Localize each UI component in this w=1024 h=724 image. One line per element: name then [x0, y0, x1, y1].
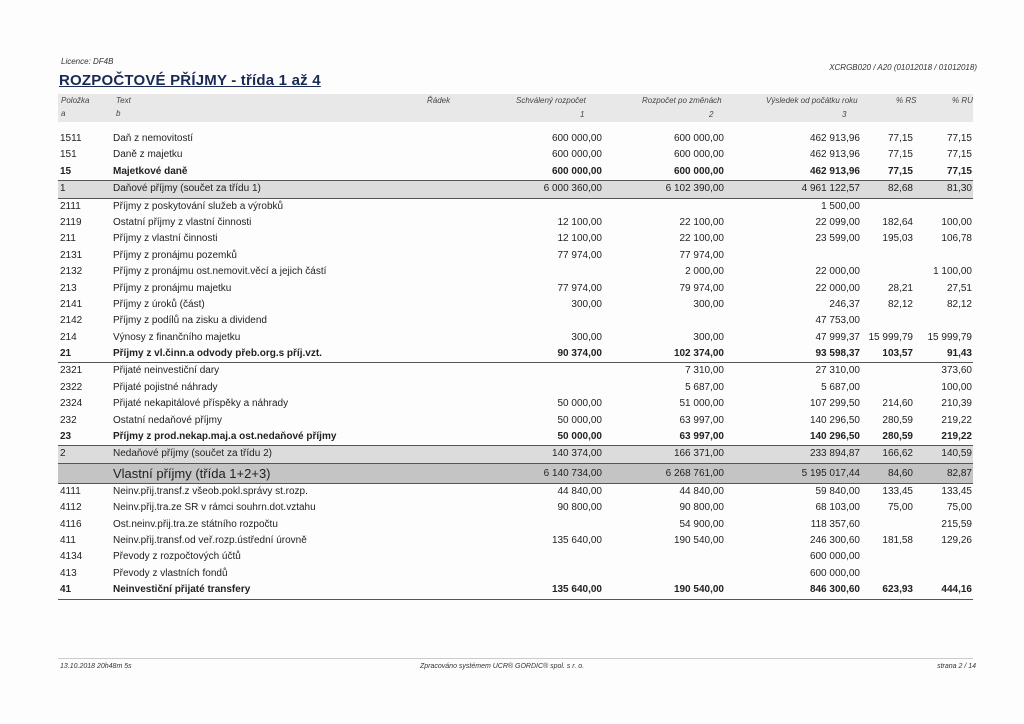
- cell-sch: 6 000 360,00: [543, 183, 602, 195]
- cell-text: Příjmy z vl.činn.a odvody přeb.org.s příj.vzt.: [113, 348, 322, 360]
- table-row: [58, 181, 973, 198]
- cell-text: Neinv.přij.transf.z všeob.pokl.správy st.rozp.: [113, 485, 308, 497]
- cell-sch: 90 374,00: [557, 348, 602, 360]
- table-row: [58, 380, 973, 396]
- cell-sch: 77 974,00: [557, 282, 602, 294]
- table-row: [58, 517, 973, 533]
- table-row: [58, 582, 973, 599]
- cell-sch: 6 140 734,00: [543, 467, 602, 479]
- col-index-a: a: [61, 109, 66, 118]
- cell-code: 214: [60, 331, 77, 343]
- cell-roz: 22 100,00: [679, 233, 724, 245]
- table-row: [58, 549, 973, 565]
- cell-roz: 300,00: [693, 331, 724, 343]
- table-row: [58, 147, 973, 163]
- cell-pru: 219,22: [941, 414, 972, 426]
- cell-pru: 140,59: [941, 448, 972, 460]
- cell-code: 2119: [60, 216, 82, 228]
- cell-text: Příjmy z podílů na zisku a dividend: [113, 315, 267, 327]
- table-row: [58, 330, 973, 346]
- cell-prs: 82,68: [887, 183, 913, 195]
- cell-pru: 15 999,79: [927, 331, 972, 343]
- col-text: Text: [116, 96, 131, 105]
- cell-code: 23: [60, 431, 72, 443]
- cell-vys: 140 296,50: [809, 414, 860, 426]
- cell-prs: 77,15: [887, 165, 913, 177]
- cell-vys: 59 840,00: [815, 485, 860, 497]
- cell-code: 411: [60, 534, 76, 546]
- cell-code: 2321: [60, 365, 83, 377]
- cell-prs: 28,21: [887, 282, 913, 294]
- cell-pru: 444,16: [941, 584, 972, 596]
- cell-roz: 22 100,00: [679, 216, 724, 228]
- cell-roz: 63 997,00: [679, 431, 724, 443]
- cell-text: Příjmy z pronájmu pozemků: [113, 249, 237, 261]
- cell-code: 211: [60, 233, 76, 245]
- cell-pru: 133,45: [941, 485, 972, 497]
- cell-code: 2132: [60, 266, 83, 278]
- cell-prs: 280,59: [882, 431, 913, 443]
- cell-pru: 27,51: [946, 282, 972, 294]
- cell-roz: 51 000,00: [679, 398, 724, 410]
- cell-roz: 2 000,00: [685, 266, 724, 278]
- cell-roz: 190 540,00: [673, 534, 724, 546]
- cell-text: Příjmy z prod.nekap.maj.a ost.nedaňové příjmy: [113, 431, 337, 443]
- table-row: [58, 413, 973, 429]
- cell-sch: 135 640,00: [551, 584, 602, 596]
- cell-text: Ostatní nedaňové příjmy: [113, 414, 222, 426]
- cell-pru: 100,00: [941, 216, 972, 228]
- cell-roz: 79 974,00: [679, 282, 724, 294]
- cell-vys: 462 913,96: [809, 165, 860, 177]
- cell-roz: 77 974,00: [679, 249, 724, 261]
- cell-vys: 462 913,96: [809, 133, 860, 144]
- cell-prs: 84,60: [887, 467, 913, 479]
- cell-code: 1511: [60, 133, 82, 144]
- cell-prs: 133,45: [882, 485, 913, 497]
- cell-text: Převody z vlastních fondů: [113, 567, 228, 579]
- cell-pru: 77,15: [946, 133, 972, 144]
- cell-pru: 75,00: [946, 502, 972, 514]
- cell-code: 41: [60, 584, 72, 596]
- col-rozpocet: Rozpočet po změnách: [642, 96, 722, 105]
- table-row: [58, 566, 973, 582]
- cell-prs: 82,12: [887, 298, 913, 310]
- cell-code: 232: [60, 414, 77, 426]
- cell-sch: 50 000,00: [557, 414, 602, 426]
- cell-sch: 600 000,00: [551, 165, 602, 177]
- cell-sch: 300,00: [571, 298, 602, 310]
- cell-pru: 100,00: [941, 381, 972, 393]
- cell-text: Neinvestiční přijaté transfery: [113, 584, 251, 596]
- cell-pru: 129,26: [941, 534, 972, 546]
- cell-code: 2: [60, 448, 66, 460]
- cell-code: 2322: [60, 381, 83, 393]
- document-code: XCRGB020 / A20 (01012018 / 01012018): [829, 63, 977, 72]
- cell-text: Majetkové daně: [113, 165, 188, 177]
- cell-vys: 118 357,60: [810, 518, 860, 530]
- licence-label: Licence: DF4B: [61, 57, 114, 66]
- cell-vys: 22 099,00: [815, 216, 860, 228]
- cell-roz: 6 268 761,00: [665, 467, 724, 479]
- cell-roz: 44 840,00: [679, 485, 724, 497]
- cell-vys: 27 310,00: [815, 365, 860, 377]
- table-row: [58, 131, 973, 147]
- cell-sch: 50 000,00: [557, 431, 602, 443]
- col-schvaleny: Schválený rozpočet: [516, 96, 586, 105]
- table-row: [58, 264, 973, 280]
- cell-vys: 846 300,60: [809, 584, 860, 596]
- cell-text: Ostatní příjmy z vlastní činnosti: [113, 216, 252, 228]
- cell-prs: 75,00: [887, 502, 913, 514]
- cell-prs: 182,64: [882, 216, 913, 228]
- cell-pru: 373,60: [941, 365, 972, 377]
- footer-system: Zpracováno systémem UCR® GORDIC® spol. s r. o.: [420, 663, 585, 670]
- table-row: [58, 281, 973, 297]
- cell-code: 213: [60, 282, 77, 294]
- cell-prs: 280,59: [882, 414, 913, 426]
- cell-prs: 103,57: [882, 348, 913, 360]
- cell-vys: 47 999,37: [815, 331, 860, 343]
- cell-text: Ost.neinv.přij.tra.ze státního rozpočtu: [113, 518, 278, 530]
- cell-text: Daň z nemovitostí: [113, 133, 194, 144]
- budget-table: [58, 131, 973, 600]
- table-row: [58, 446, 973, 463]
- cell-code: 4112: [60, 502, 82, 514]
- cell-pru: 77,15: [946, 165, 972, 177]
- table-row: [58, 231, 973, 247]
- cell-sch: 90 800,00: [557, 502, 602, 514]
- cell-vys: 246,37: [829, 298, 860, 310]
- col-index-2: 2: [709, 110, 714, 119]
- cell-prs: 214,60: [882, 398, 913, 410]
- page-title: ROZPOČTOVÉ PŘÍJMY - třída 1 až 4: [59, 72, 321, 89]
- cell-text: Daňové příjmy (součet za třídu 1): [113, 183, 261, 195]
- cell-sch: 135 640,00: [551, 534, 602, 546]
- cell-sch: 600 000,00: [551, 133, 602, 144]
- cell-code: 4111: [60, 485, 81, 497]
- col-index-b: b: [116, 109, 121, 118]
- cell-vys: 47 753,00: [815, 315, 860, 327]
- cell-sch: 77 974,00: [557, 249, 602, 261]
- cell-sch: 12 100,00: [557, 216, 602, 228]
- cell-pru: 219,22: [941, 431, 972, 443]
- table-row: [58, 164, 973, 181]
- cell-text: Příjmy z poskytování služeb a výrobků: [113, 200, 284, 212]
- cell-text: Výnosy z finančního majetku: [113, 331, 241, 343]
- col-radek: Řádek: [427, 96, 451, 105]
- cell-code: 2324: [60, 398, 83, 410]
- cell-vys: 4 961 122,57: [801, 183, 860, 195]
- cell-prs: 623,93: [882, 584, 913, 596]
- cell-pru: 82,12: [946, 298, 972, 310]
- cell-roz: 63 997,00: [679, 414, 724, 426]
- cell-vys: 23 599,00: [815, 233, 860, 245]
- table-row: [58, 533, 973, 549]
- cell-prs: 166,62: [882, 448, 913, 460]
- cell-prs: 77,15: [887, 133, 913, 144]
- cell-prs: 181,58: [882, 534, 913, 546]
- cell-text: Přijaté neinvestiční dary: [113, 365, 220, 377]
- cell-roz: 300,00: [693, 298, 724, 310]
- cell-code: 151: [60, 149, 77, 161]
- footer-date: 13.10.2018 20h48m 5s: [60, 663, 132, 670]
- cell-vys: 68 103,00: [815, 502, 860, 514]
- cell-sch: 140 374,00: [551, 448, 602, 460]
- cell-roz: 190 540,00: [673, 584, 724, 596]
- cell-code: 4116: [60, 518, 82, 530]
- cell-prs: 77,15: [887, 149, 913, 161]
- cell-roz: 90 800,00: [679, 502, 724, 514]
- cell-pru: 215,59: [941, 518, 972, 530]
- cell-pru: 77,15: [946, 149, 972, 161]
- footer-page-number: strana 2 / 14: [937, 663, 976, 670]
- cell-roz: 5 687,00: [685, 381, 724, 393]
- cell-roz: 6 102 390,00: [665, 183, 724, 195]
- cell-vys: 1 500,00: [821, 200, 860, 212]
- cell-roz: 600 000,00: [673, 165, 724, 177]
- cell-pru: 81,30: [946, 183, 972, 195]
- cell-sch: 600 000,00: [551, 149, 602, 161]
- cell-vys: 233 894,87: [809, 448, 860, 460]
- cell-text: Neinv.přij.tra.ze SR v rámci souhrn.dot.vztahu: [113, 502, 316, 514]
- cell-vys: 140 296,50: [809, 431, 860, 443]
- cell-pru: 91,43: [946, 348, 972, 360]
- cell-code: 15: [60, 165, 72, 177]
- cell-vys: 600 000,00: [809, 567, 860, 579]
- cell-pru: 82,87: [946, 467, 972, 479]
- cell-sch: 300,00: [571, 331, 602, 343]
- cell-sch: 12 100,00: [557, 233, 602, 245]
- table-row: [58, 429, 973, 446]
- cell-roz: 7 310,00: [685, 365, 724, 377]
- cell-vys: 22 000,00: [815, 282, 860, 294]
- cell-code: 1: [60, 183, 66, 195]
- col-vysledek: Výsledek od počátku roku: [766, 96, 858, 105]
- footer-divider: [58, 658, 973, 659]
- cell-text: Příjmy z pronájmu majetku: [113, 282, 232, 294]
- cell-pru: 1 100,00: [933, 266, 972, 278]
- table-row: [58, 199, 973, 215]
- cell-vys: 93 598,37: [815, 348, 860, 360]
- table-row: [58, 500, 973, 516]
- cell-prs: 195,03: [882, 233, 913, 245]
- cell-roz: 166 371,00: [673, 448, 724, 460]
- cell-text: Neinv.přij.transf.od veř.rozp.ústřední úrovně: [113, 534, 307, 546]
- cell-code: 2141: [60, 298, 83, 310]
- table-row: [58, 297, 973, 313]
- cell-code: 2131: [60, 249, 83, 261]
- cell-text: Příjmy z vlastní činnosti: [113, 233, 218, 245]
- table-row: [58, 464, 973, 484]
- table-row: [58, 346, 973, 363]
- cell-pru: 106,78: [941, 233, 972, 245]
- cell-prs: 15 999,79: [868, 331, 913, 343]
- cell-vys: 600 000,00: [809, 551, 860, 563]
- cell-vys: 22 000,00: [815, 266, 860, 278]
- cell-code: 413: [60, 567, 77, 579]
- cell-text: Příjmy z úroků (část): [113, 298, 205, 310]
- table-row: [58, 313, 973, 329]
- cell-sch: 44 840,00: [557, 485, 602, 497]
- table-row: [58, 484, 973, 500]
- cell-vys: 5 687,00: [821, 381, 860, 393]
- cell-sch: 50 000,00: [557, 398, 602, 410]
- cell-vys: 462 913,96: [809, 149, 860, 161]
- cell-text: Příjmy z pronájmu ost.nemovit.věcí a jejich částí: [113, 266, 327, 278]
- cell-roz: 54 900,00: [679, 518, 724, 530]
- cell-roz: 600 000,00: [673, 149, 724, 161]
- cell-text: Daně z majetku: [113, 149, 183, 161]
- cell-text: Nedaňové příjmy (součet za třídu 2): [113, 448, 272, 460]
- cell-pru: 210,39: [941, 398, 972, 410]
- col-pru: % RU: [952, 96, 973, 105]
- cell-code: 4134: [60, 551, 83, 563]
- column-header: [58, 94, 973, 122]
- col-prs: % RS: [896, 96, 917, 105]
- cell-text: Vlastní příjmy (třída 1+2+3): [113, 465, 271, 481]
- cell-text: Přijaté nekapitálové příspěky a náhrady: [113, 398, 289, 410]
- col-polozka: Položka: [61, 96, 90, 105]
- table-row: [58, 396, 973, 412]
- table-row: [58, 215, 973, 231]
- cell-roz: 600 000,00: [673, 133, 724, 144]
- cell-text: Přijaté pojistné náhrady: [113, 381, 218, 393]
- cell-code: 2111: [60, 200, 81, 212]
- cell-vys: 5 195 017,44: [801, 467, 860, 479]
- cell-text: Převody z rozpočtových účtů: [113, 551, 241, 563]
- table-row: [58, 248, 973, 264]
- table-row: [58, 363, 973, 379]
- cell-roz: 102 374,00: [673, 348, 724, 360]
- col-index-1: 1: [580, 110, 585, 119]
- cell-vys: 246 300,60: [809, 534, 860, 546]
- cell-code: 2142: [60, 315, 83, 327]
- cell-vys: 107 299,50: [809, 398, 860, 410]
- cell-code: 21: [60, 348, 72, 360]
- col-index-3: 3: [842, 110, 847, 119]
